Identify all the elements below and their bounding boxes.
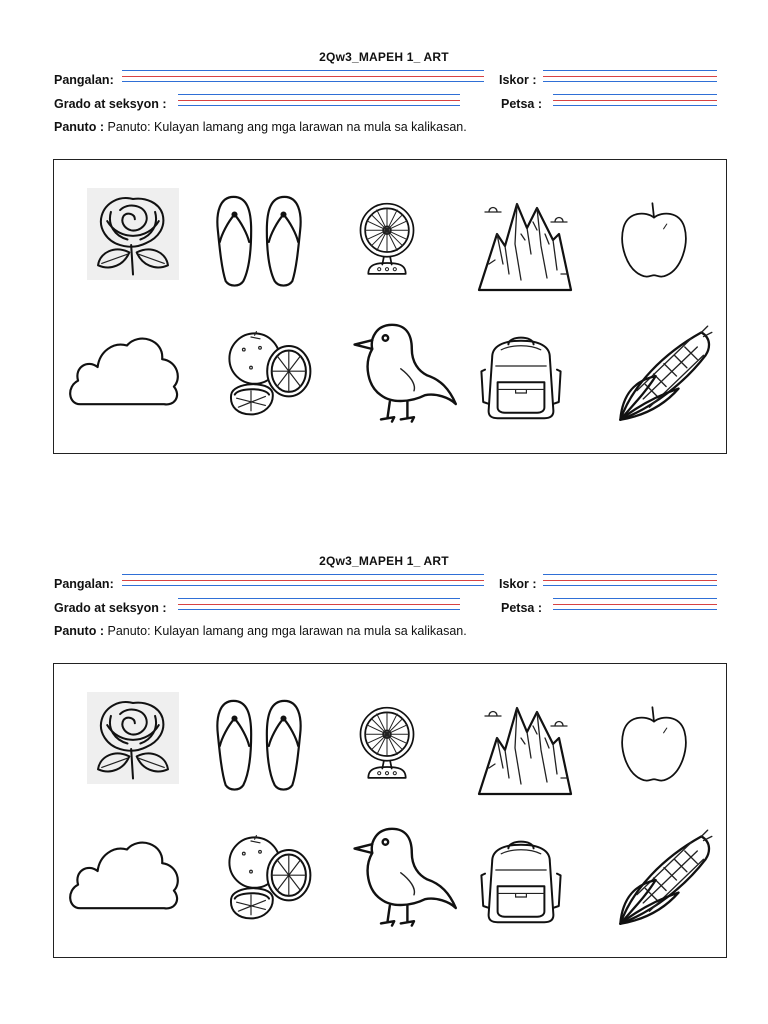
- instruction-text: Panuto: Kulayan lamang ang mga larawan na mula sa kalikasan.: [107, 624, 467, 638]
- apple-icon[interactable]: [614, 184, 694, 296]
- score-field[interactable]: [543, 70, 717, 82]
- score-field[interactable]: [543, 574, 717, 586]
- instruction-label: Panuto :: [54, 120, 104, 134]
- cloud-icon[interactable]: [66, 324, 184, 412]
- orange-icon[interactable]: [214, 328, 324, 418]
- slippers-icon[interactable]: [210, 188, 308, 292]
- backpack-icon[interactable]: [476, 820, 566, 938]
- backpack-icon[interactable]: [476, 316, 566, 434]
- cloud-icon[interactable]: [66, 828, 184, 916]
- score-label: Iskor :: [499, 73, 537, 87]
- bird-icon[interactable]: [348, 316, 458, 426]
- bird-icon[interactable]: [348, 820, 458, 930]
- orange-icon[interactable]: [214, 832, 324, 922]
- date-field[interactable]: [553, 94, 717, 106]
- instruction: [54, 624, 467, 638]
- instruction-label: Panuto :: [54, 624, 104, 638]
- mountain-icon[interactable]: [466, 698, 584, 798]
- grade-section-field[interactable]: [178, 598, 460, 610]
- score-label: Iskor :: [499, 577, 537, 591]
- name-label: Pangalan:: [54, 577, 114, 591]
- slippers-icon[interactable]: [210, 692, 308, 796]
- electric-fan-icon[interactable]: [348, 690, 426, 794]
- worksheet-title: 2Qw3_MAPEH 1_ ART: [319, 50, 449, 64]
- corn-icon[interactable]: [612, 826, 716, 930]
- worksheet-bottom: [0, 504, 768, 1008]
- name-field[interactable]: [122, 574, 484, 586]
- rose-icon[interactable]: [87, 680, 179, 796]
- picture-box: [53, 663, 727, 958]
- name-field[interactable]: [122, 70, 484, 82]
- picture-box: [53, 159, 727, 454]
- worksheet-top: [0, 0, 768, 504]
- date-label: Petsa :: [501, 97, 542, 111]
- corn-icon[interactable]: [612, 322, 716, 426]
- grade-section-field[interactable]: [178, 94, 460, 106]
- grade-section-label: Grado at seksyon :: [54, 97, 167, 111]
- mountain-icon[interactable]: [466, 194, 584, 294]
- grade-section-label: Grado at seksyon :: [54, 601, 167, 615]
- worksheet-title: 2Qw3_MAPEH 1_ ART: [319, 554, 449, 568]
- instruction-text: Panuto: Kulayan lamang ang mga larawan na mula sa kalikasan.: [107, 120, 467, 134]
- name-label: Pangalan:: [54, 73, 114, 87]
- electric-fan-icon[interactable]: [348, 186, 426, 290]
- instruction: [54, 120, 467, 134]
- apple-icon[interactable]: [614, 688, 694, 800]
- date-label: Petsa :: [501, 601, 542, 615]
- date-field[interactable]: [553, 598, 717, 610]
- rose-icon[interactable]: [87, 176, 179, 292]
